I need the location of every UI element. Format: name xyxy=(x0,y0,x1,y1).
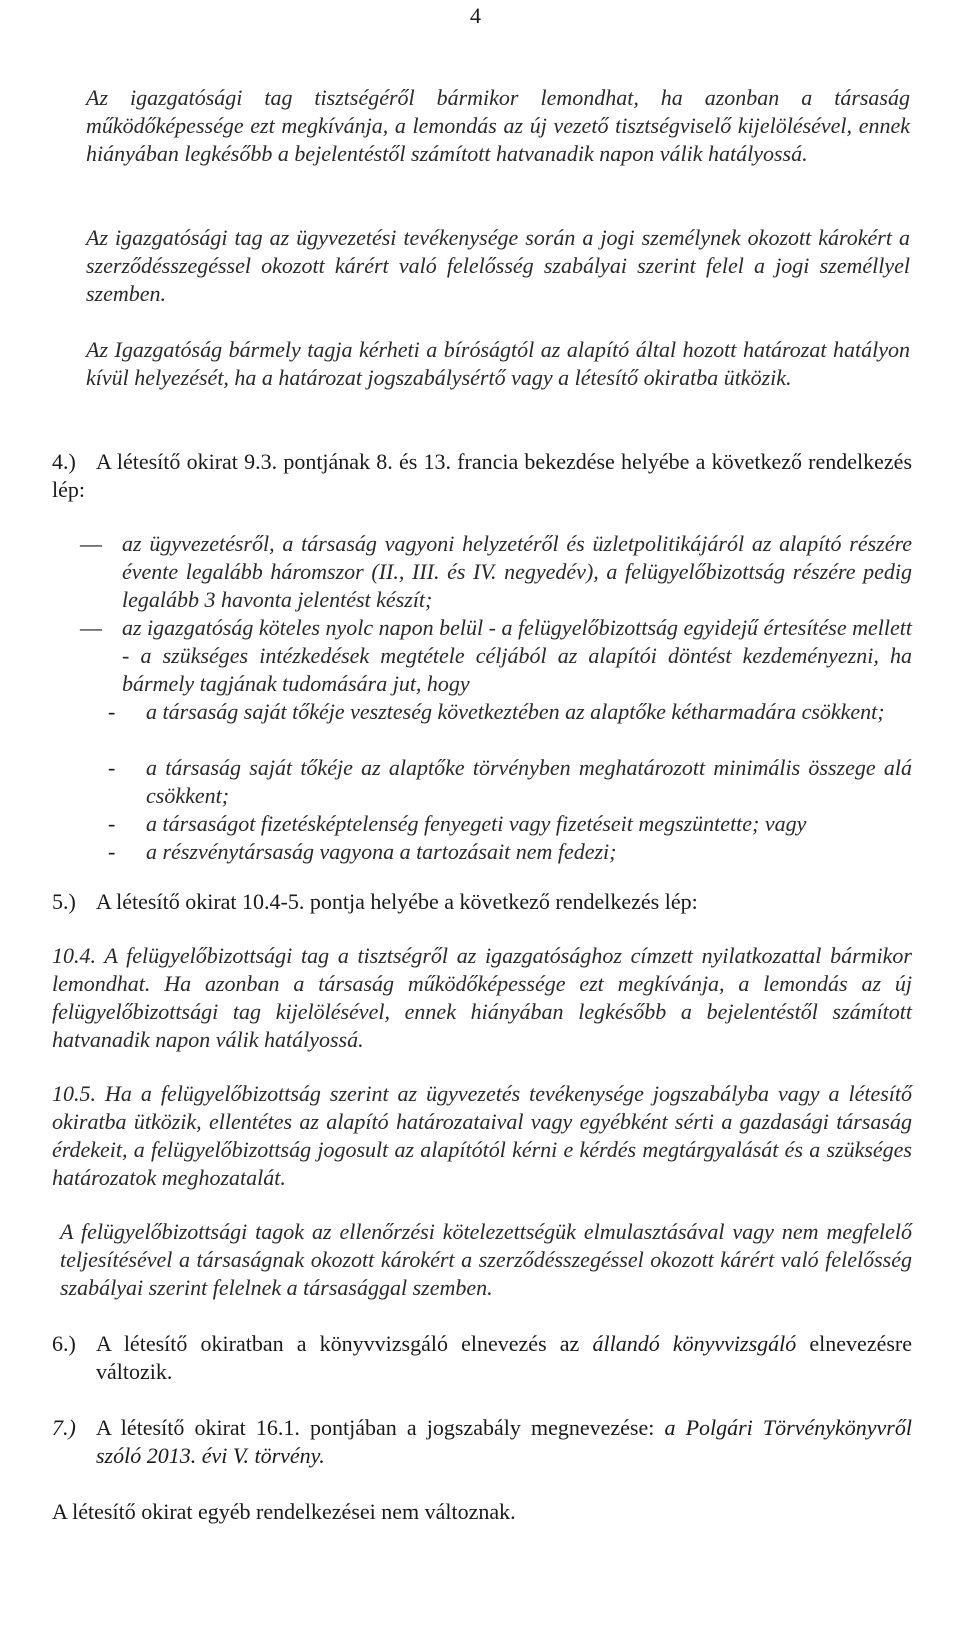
item-text xyxy=(96,1414,912,1470)
item-text-part: A létesítő okiratban a könyvvizsgáló elnevezés az xyxy=(96,1331,593,1356)
item-text: A létesítő okirat 10.4-5. pontja helyébe a következő rendelkezés lép: xyxy=(96,889,698,914)
item-text-emphasis: állandó könyvvizsgáló xyxy=(592,1331,797,1356)
item-text-part: elnevezésre változik. xyxy=(96,1331,913,1384)
sub-item-text: a társaság saját tőkéje az alaptőke törvényben meghatározott minimális összege alá csökkent; xyxy=(146,755,912,808)
section-text: Ha a felügyelőbizottság szerint az ügyvezetés tevékenysége jogszabályba vagy a létesítő okiratba ütközik, ellentétes az alapító határozataival vagy egyébként sérti a gazdasági társaság érdekeit, a felügyelőbizottság jogosult az alapítótól kérni e kérdés megtárgyalását és a szükséges határozatok meghozatalát. xyxy=(52,1081,913,1190)
item-number: 7.) xyxy=(52,1415,76,1440)
closing-sentence: A létesítő okirat egyéb rendelkezései nem változnak. xyxy=(52,1499,516,1524)
dash-item-text: az ügyvezetésről, a társaság vagyoni helyzetéről és üzletpolitikájáról az alapító részére évente legalább háromszor (II., III. és IV. negyedév), a felügyelőbizottság részére pedig legalább 3 havonta jelentést készít; xyxy=(122,531,912,612)
sub-item-text: a társaságot fizetésképtelenség fenyegeti vagy fizetéseit megszüntette; vagy xyxy=(146,811,807,836)
paragraph-court-annulment: Az Igazgatóság bármely tagja kérheti a bíróságtól az alapító által hozott határozat hatályon kívül helyezését, ha a határozat jogszabálysértő vagy a létesítő okiratba ütközik. xyxy=(86,337,910,390)
page-number: 4 xyxy=(470,3,481,28)
hyphen-bullet: - xyxy=(108,755,116,780)
item-number: 4.) xyxy=(52,449,76,474)
section-10-4 xyxy=(52,942,912,1054)
section-text: A felügyelőbizottsági tag a tisztségről az igazgatósághoz címzett nyilatkozattal bármikor lemondhat. Ha azonban a társaság működőképessége ezt megkívánja, a lemondás az új felügyelőbizottsági tag kijelölésével, ennek hiányában legkésőbb a bejelentéstől számított hatvanadik napon válik hatályossá. xyxy=(52,943,912,1052)
item-text-emphasis: a Polgári Törvénykönyvről szóló 2013. évi V. törvény. xyxy=(96,1415,912,1468)
item-text-part: A létesítő okirat 16.1. pontjában a jogszabály megnevezése: xyxy=(96,1415,665,1440)
hyphen-bullet: - xyxy=(108,839,116,864)
item-text xyxy=(96,1330,912,1386)
dash-item-text: az igazgatóság köteles nyolc napon belül - a felügyelőbizottság egyidejű értesítése mellett - a szükséges intézkedések megtétele céljából az alapítói döntést kezdeményezni, ha bármely tagjának tudomására jut, hogy xyxy=(122,615,913,696)
section-10-5-paragraph-2: A felügyelőbizottsági tagok az ellenőrzési kötelezettségük elmulasztásával vagy nem megfelelő teljesítésével a társaságnak okozott károkért a szerződésszegéssel okozott kárért való felelősség szabályai szerint felelnek a társasággal szemben. xyxy=(60,1219,912,1300)
sub-item-text: a társaság saját tőkéje veszteség következtében az alaptőke kétharmadára csökkent; xyxy=(146,699,885,724)
paragraph-board-member-resignation: Az igazgatósági tag tisztségéről bármikor lemondhat, ha azonban a társaság működőképessége ezt megkívánja, a lemondás az új vezető tisztségviselő kijelölésével, ennek hiányában legkésőbb a bejelentéstől számított hatvanadik napon válik hatályossá. xyxy=(86,85,910,166)
em-dash: — xyxy=(80,531,102,556)
section-10-5 xyxy=(52,1080,912,1192)
section-label: 10.4. xyxy=(52,943,96,968)
paragraph-board-member-liability: Az igazgatósági tag az ügyvezetési tevékenysége során a jogi személynek okozott károkért a szerződésszegéssel okozott kárért való felelősség szabályai szerint felel a jogi személlyel szemben. xyxy=(86,225,910,306)
item-text: A létesítő okirat 9.3. pontjának 8. és 13. francia bekezdése helyébe a következő rendelkezés lép: xyxy=(52,449,912,502)
hyphen-bullet: - xyxy=(108,699,116,724)
sub-item-text: a részvénytársaság vagyona a tartozásait nem fedezi; xyxy=(146,839,617,864)
em-dash: — xyxy=(80,615,102,640)
item-number: 6.) xyxy=(52,1331,76,1356)
item-number: 5.) xyxy=(52,889,76,914)
hyphen-bullet: - xyxy=(108,811,116,836)
section-label: 10.5. xyxy=(52,1081,96,1106)
